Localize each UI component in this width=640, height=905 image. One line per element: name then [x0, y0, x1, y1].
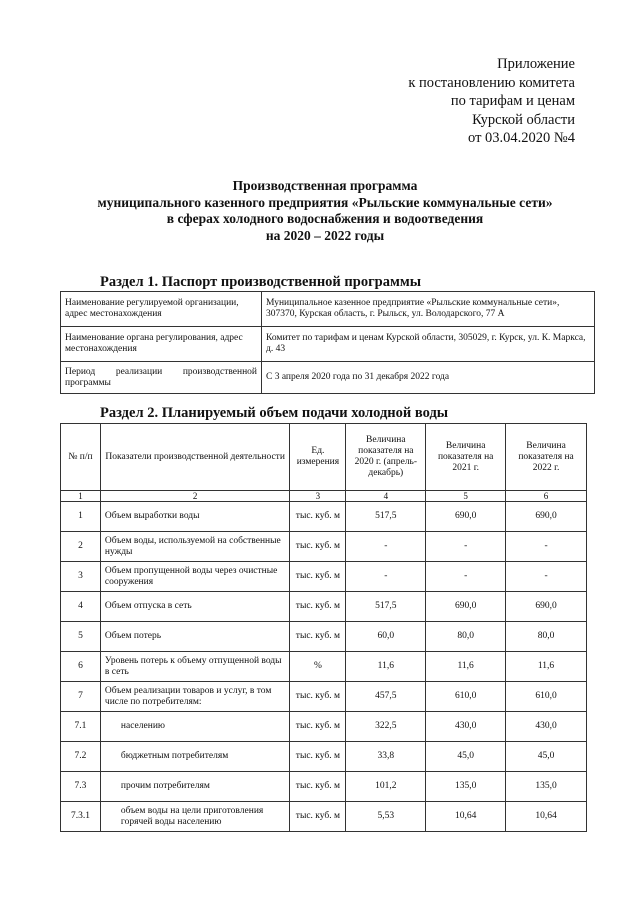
cell-indicator: объем воды на цели приготовления горячей воды населению: [100, 802, 290, 832]
cell-unit: тыс. куб. м: [290, 712, 346, 742]
appendix-block: [395, 55, 575, 148]
cell-unit: тыс. куб. м: [290, 562, 346, 592]
table-row: [61, 682, 587, 712]
cell-unit: тыс. куб. м: [290, 682, 346, 712]
cell-2022: 45,0: [506, 742, 587, 772]
cell-no: 7.3.1: [61, 802, 101, 832]
appendix-line: Курской области: [472, 111, 575, 128]
cell-unit: тыс. куб. м: [290, 622, 346, 652]
passport-value: С 3 апреля 2020 года по 31 декабря 2022 года: [262, 362, 595, 394]
cell-2020: -: [346, 562, 426, 592]
cell-no: 7.1: [61, 712, 101, 742]
passport-key-period: [61, 362, 262, 394]
passport-key-word: производственной: [182, 366, 257, 377]
cell-2020: -: [346, 532, 426, 562]
cell-unit: тыс. куб. м: [290, 592, 346, 622]
cell-2021: 10,64: [426, 802, 506, 832]
cell-2021: 80,0: [426, 622, 506, 652]
cell-unit: тыс. куб. м: [290, 502, 346, 532]
title-line: муниципального казенного предприятия «Рыльские коммунальные сети»: [97, 194, 553, 210]
cell-no: 7.2: [61, 742, 101, 772]
cell-2021: 610,0: [426, 682, 506, 712]
cell-2021: 690,0: [426, 502, 506, 532]
cell-2020: 517,5: [346, 592, 426, 622]
table-row: [61, 622, 587, 652]
cell-2021: 135,0: [426, 772, 506, 802]
passport-value: Комитет по тарифам и ценам Курской области, 305029, г. Курск, ул. К. Маркса, д. 43: [262, 327, 595, 362]
column-number: 3: [290, 491, 346, 502]
passport-key: Наименование органа регулирования, адрес местонахождения: [61, 327, 262, 362]
cell-indicator: Объем выработки воды: [100, 502, 290, 532]
passport-key-line2: программы: [65, 377, 111, 388]
column-number: 6: [506, 491, 587, 502]
column-number: 1: [61, 491, 101, 502]
column-numbers-row: [61, 491, 587, 502]
passport-key-word: реализации: [115, 366, 163, 377]
cell-no: 2: [61, 532, 101, 562]
cell-indicator: прочим потребителям: [100, 772, 290, 802]
table-row: [61, 562, 587, 592]
table-row: [61, 772, 587, 802]
volume-table: [60, 423, 587, 832]
cell-2020: 11,6: [346, 652, 426, 682]
cell-2022: 135,0: [506, 772, 587, 802]
col-header-2022: Величина показателя на 2022 г.: [506, 424, 587, 491]
cell-2020: 101,2: [346, 772, 426, 802]
passport-key: Наименование регулируемой организации, адрес местонахождения: [61, 292, 262, 327]
cell-2021: -: [426, 562, 506, 592]
cell-indicator: Объем воды, используемой на собственные нужды: [100, 532, 290, 562]
table-row: [61, 592, 587, 622]
passport-key-word: Период: [65, 366, 96, 377]
document-title: [40, 178, 610, 244]
cell-unit: тыс. куб. м: [290, 802, 346, 832]
cell-unit: тыс. куб. м: [290, 532, 346, 562]
title-line: на 2020 – 2022 годы: [265, 227, 385, 243]
table-row: [61, 652, 587, 682]
cell-no: 3: [61, 562, 101, 592]
cell-2022: 610,0: [506, 682, 587, 712]
column-number: 2: [100, 491, 290, 502]
title-line: в сферах холодного водоснабжения и водоотведения: [166, 211, 484, 226]
cell-indicator: Уровень потерь к объему отпущенной воды в сеть: [100, 652, 290, 682]
cell-2021: -: [426, 532, 506, 562]
appendix-line: от 03.04.2020 №4: [468, 130, 575, 146]
table-header-row: [61, 424, 587, 491]
section2-heading: Раздел 2. Планируемый объем подачи холодной воды: [100, 405, 449, 421]
cell-no: 4: [61, 592, 101, 622]
col-header-2021: Величина показателя на 2021 г.: [426, 424, 506, 491]
table-row: [61, 742, 587, 772]
cell-2022: 690,0: [506, 592, 587, 622]
passport-table: [60, 291, 595, 394]
cell-unit: тыс. куб. м: [290, 742, 346, 772]
table-row: [61, 802, 587, 832]
cell-indicator: населению: [100, 712, 290, 742]
cell-2022: -: [506, 532, 587, 562]
cell-2020: 60,0: [346, 622, 426, 652]
cell-no: 5: [61, 622, 101, 652]
passport-row: [61, 327, 595, 362]
cell-2021: 690,0: [426, 592, 506, 622]
cell-2022: 10,64: [506, 802, 587, 832]
cell-2022: 690,0: [506, 502, 587, 532]
section1-heading: Раздел 1. Паспорт производственной программы: [100, 274, 422, 290]
col-header-no: № п/п: [61, 424, 101, 491]
cell-2022: -: [506, 562, 587, 592]
passport-value: Муниципальное казенное предприятие «Рыльские коммунальные сети», 307370, Курская область, г. Рыльск, ул. Володарского, 77 А: [262, 292, 595, 327]
appendix-line: к постановлению комитета: [408, 74, 575, 91]
cell-2022: 430,0: [506, 712, 587, 742]
cell-unit: тыс. куб. м: [290, 772, 346, 802]
passport-row: [61, 362, 595, 394]
cell-2021: 45,0: [426, 742, 506, 772]
column-number: 4: [346, 491, 426, 502]
table-row: [61, 502, 587, 532]
cell-no: 6: [61, 652, 101, 682]
cell-no: 7: [61, 682, 101, 712]
cell-no: 1: [61, 502, 101, 532]
cell-no: 7.3: [61, 772, 101, 802]
appendix-line: по тарифам и ценам: [450, 93, 575, 109]
cell-2020: 5,53: [346, 802, 426, 832]
cell-2020: 517,5: [346, 502, 426, 532]
column-number: 5: [426, 491, 506, 502]
appendix-line: Приложение: [497, 56, 575, 72]
cell-indicator: Объем реализации товаров и услуг, в том числе по потребителям:: [100, 682, 290, 712]
cell-indicator: Объем потерь: [100, 622, 290, 652]
cell-2022: 80,0: [506, 622, 587, 652]
cell-2022: 11,6: [506, 652, 587, 682]
table-row: [61, 532, 587, 562]
cell-indicator: Объем отпуска в сеть: [100, 592, 290, 622]
cell-2020: 33,8: [346, 742, 426, 772]
title-line: Производственная программа: [232, 178, 418, 193]
cell-2020: 457,5: [346, 682, 426, 712]
col-header-unit: Ед. измерения: [290, 424, 346, 491]
cell-2021: 11,6: [426, 652, 506, 682]
passport-row: [61, 292, 595, 327]
table-row: [61, 712, 587, 742]
col-header-indicator: Показатели производственной деятельности: [100, 424, 290, 491]
cell-indicator: бюджетным потребителям: [100, 742, 290, 772]
cell-2021: 430,0: [426, 712, 506, 742]
cell-indicator: Объем пропущенной воды через очистные сооружения: [100, 562, 290, 592]
col-header-2020: Величина показателя на 2020 г. (апрель-декабрь): [346, 424, 426, 491]
cell-unit: %: [290, 652, 346, 682]
cell-2020: 322,5: [346, 712, 426, 742]
